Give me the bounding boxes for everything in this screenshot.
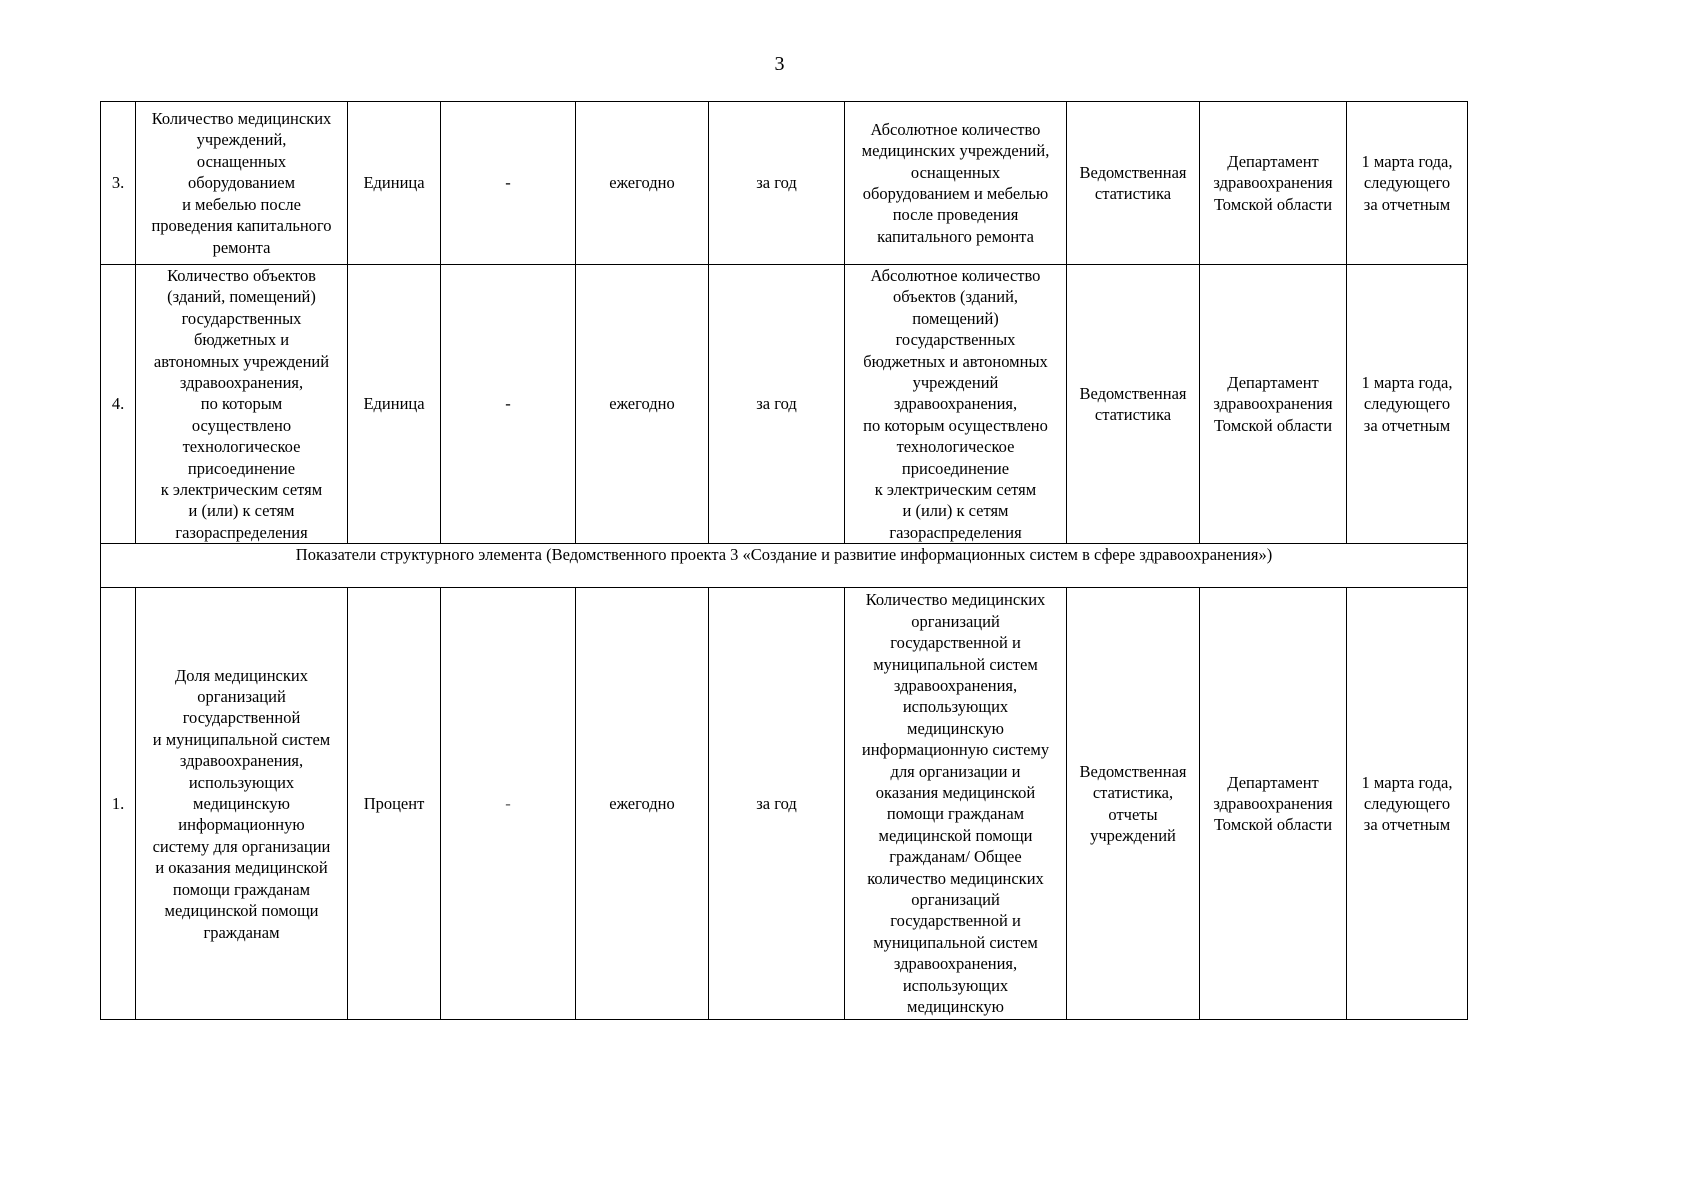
period-cell: за год <box>709 102 845 265</box>
calculation-method: Количество медицинских организаций государственной и муниципальной систем здравоохранения, использующих медицинскую информационную систему для организации и оказания медицинской помощи гражданам медицинской помощи гражданам/ Общее количество медицинских организаций государственной и муниципальной систем здравоохранения, использующих медицинскую <box>845 588 1067 1020</box>
responsible-body: Департамент здравоохранения Томской области <box>1200 265 1347 544</box>
frequency-cell: ежегодно <box>576 588 709 1020</box>
frequency-cell: ежегодно <box>576 102 709 265</box>
indicator-name: Количество медицинских учреждений, оснащенных оборудованием и мебелью после проведения капитального ремонта <box>136 102 348 265</box>
indicator-name: Количество объектов (зданий, помещений) государственных бюджетных и автономных учреждений здравоохранения, по которым осуществлено технологическое присоединение к электрическим сетям и (или) к сетям газораспределения <box>136 265 348 544</box>
unit-of-measure: Процент <box>348 588 441 1020</box>
indicator-name: Доля медицинских организаций государственной и муниципальной систем здравоохранения, использующих медицинскую информационную систему для организации и оказания медицинской помощи гражданам медицинской помощи гражданам <box>136 588 348 1020</box>
table-row <box>101 265 1468 544</box>
row-number: 3. <box>101 102 136 265</box>
deadline-cell: 1 марта года, следующего за отчетным <box>1347 102 1468 265</box>
unit-of-measure: Единица <box>348 265 441 544</box>
section-header: Показатели структурного элемента (Ведомственного проекта 3 «Создание и развитие информационных систем в сфере здравоохранения») <box>101 544 1468 588</box>
unit-of-measure: Единица <box>348 102 441 265</box>
section-header-row <box>101 544 1468 588</box>
page-number: 3 <box>774 53 785 75</box>
responsible-body: Департамент здравоохранения Томской области <box>1200 102 1347 265</box>
dash-cell: - <box>441 588 576 1020</box>
calculation-method: Абсолютное количество объектов (зданий, помещений) государственных бюджетных и автономных учреждений здравоохранения, по которым осуществлено технологическое присоединение к электрическим сетям и (или) к сетям газораспределения <box>845 265 1067 544</box>
table-row <box>101 588 1468 1020</box>
deadline-cell: 1 марта года, следующего за отчетным <box>1347 588 1468 1020</box>
calculation-method: Абсолютное количество медицинских учреждений, оснащенных оборудованием и мебелью после проведения капитального ремонта <box>845 102 1067 265</box>
dash-cell: - <box>441 102 576 265</box>
table-row <box>101 102 1468 265</box>
data-source: Ведомственная статистика <box>1067 102 1200 265</box>
data-source: Ведомственная статистика, отчеты учреждений <box>1067 588 1200 1020</box>
indicators-table <box>100 101 1468 1020</box>
row-number: 1. <box>101 588 136 1020</box>
data-source: Ведомственная статистика <box>1067 265 1200 544</box>
responsible-body: Департамент здравоохранения Томской области <box>1200 588 1347 1020</box>
deadline-cell: 1 марта года, следующего за отчетным <box>1347 265 1468 544</box>
frequency-cell: ежегодно <box>576 265 709 544</box>
row-number: 4. <box>101 265 136 544</box>
dash-cell: - <box>441 265 576 544</box>
period-cell: за год <box>709 588 845 1020</box>
period-cell: за год <box>709 265 845 544</box>
